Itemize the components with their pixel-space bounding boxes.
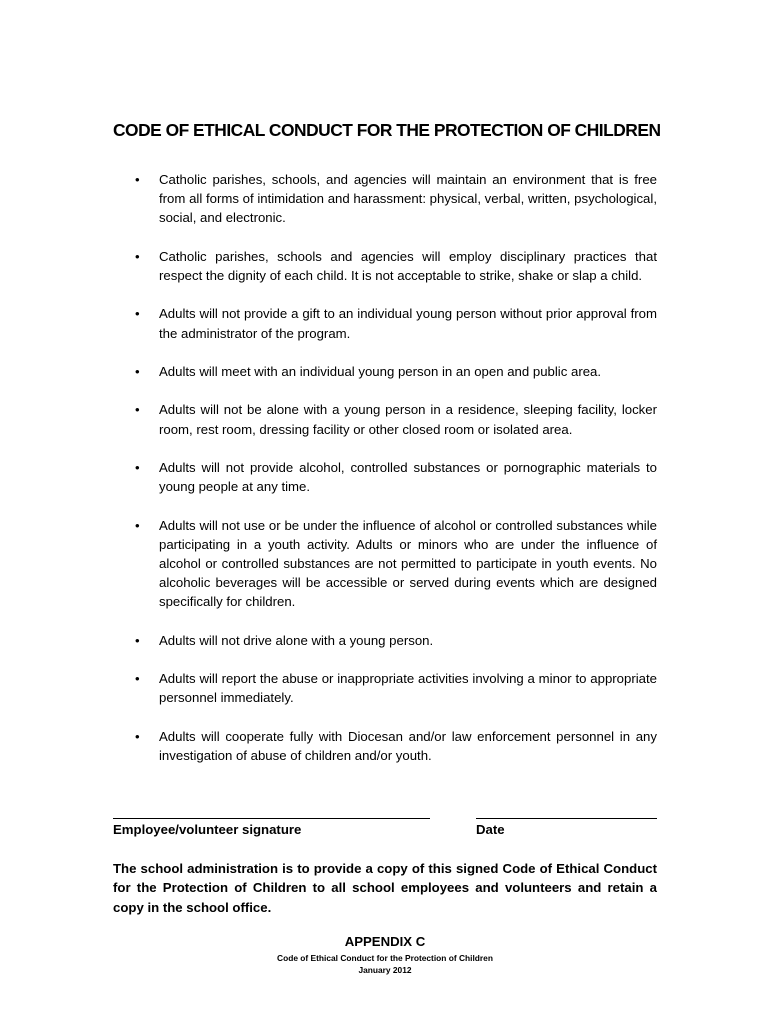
list-item-text: Catholic parishes, schools, and agencies will maintain an environment that is free from all forms of intimidation and harassment: physical, verbal, written, psychological, social, and electronic. xyxy=(159,172,657,226)
signature-line[interactable] xyxy=(113,818,430,819)
instruction-text: The school administration is to provide a copy of this signed Code of Ethical Conduct for the Protection of Children to all school employees and volunteers and retain a copy in the school office. xyxy=(113,861,657,915)
list-item-text: Adults will not be alone with a young person in a residence, sleeping facility, locker room, rest room, dressing facility or other closed room or isolated area. xyxy=(159,402,657,437)
list-item xyxy=(133,247,657,285)
list-item xyxy=(133,458,657,496)
bullet-icon: • xyxy=(135,728,140,744)
bullet-icon: • xyxy=(135,459,140,475)
list-item-text: Adults will not drive alone with a young person. xyxy=(159,632,434,648)
bullet-icon: • xyxy=(135,671,140,687)
list-item-text: Adults will not use or be under the influence of alcohol or controlled substances while participating in a youth activity. Adults or minors who are under the influence of alcohol or controlled substances are not permitted to participate in youth events. No alcoholic beverages will be accessible or served during events which are designed specifically for children. xyxy=(159,517,657,610)
list-item xyxy=(133,400,657,438)
list-item-text: Adults will report the abuse or inappropriate activities involving a minor to appropriate personnel immediately. xyxy=(159,671,657,706)
list-item-text: Adults will meet with an individual young person in an open and public area. xyxy=(159,363,602,379)
bullet-icon: • xyxy=(135,306,140,322)
list-item xyxy=(133,727,657,765)
list-item-text: Adults will not provide a gift to an individual young person without prior approval from the administrator of the program. xyxy=(159,306,657,341)
list-item xyxy=(133,362,657,381)
appendix-title: APPENDIX C xyxy=(344,934,426,949)
date-label: Date xyxy=(476,822,505,837)
list-item-text: Catholic parishes, schools and agencies will employ disciplinary practices that respect the dignity of each child. It is not acceptable to strike, shake or slap a child. xyxy=(159,248,657,283)
list-item xyxy=(133,631,657,650)
bullet-icon: • xyxy=(135,517,140,533)
list-item-text: Adults will cooperate fully with Diocesan and/or law enforcement personnel in any investigation of abuse of children and/or youth. xyxy=(159,728,657,763)
bullet-icon: • xyxy=(135,363,140,379)
conduct-list xyxy=(133,170,657,784)
list-item xyxy=(133,516,657,612)
list-item xyxy=(133,304,657,342)
list-item xyxy=(133,669,657,707)
bullet-icon: • xyxy=(135,632,140,648)
appendix-date: January 2012 xyxy=(358,965,412,975)
bullet-icon: • xyxy=(135,402,140,418)
list-item-text: Adults will not provide alcohol, controlled substances or pornographic materials to young people at any time. xyxy=(159,459,657,495)
document-title: CODE OF ETHICAL CONDUCT FOR THE PROTECTION OF CHILDREN xyxy=(113,120,661,140)
appendix-subtitle: Code of Ethical Conduct for the Protection of Children xyxy=(277,953,493,963)
list-item xyxy=(133,170,657,228)
date-line[interactable] xyxy=(476,818,657,819)
bullet-icon: • xyxy=(135,172,140,187)
signature-label: Employee/volunteer signature xyxy=(113,822,302,837)
bullet-icon: • xyxy=(135,248,140,264)
